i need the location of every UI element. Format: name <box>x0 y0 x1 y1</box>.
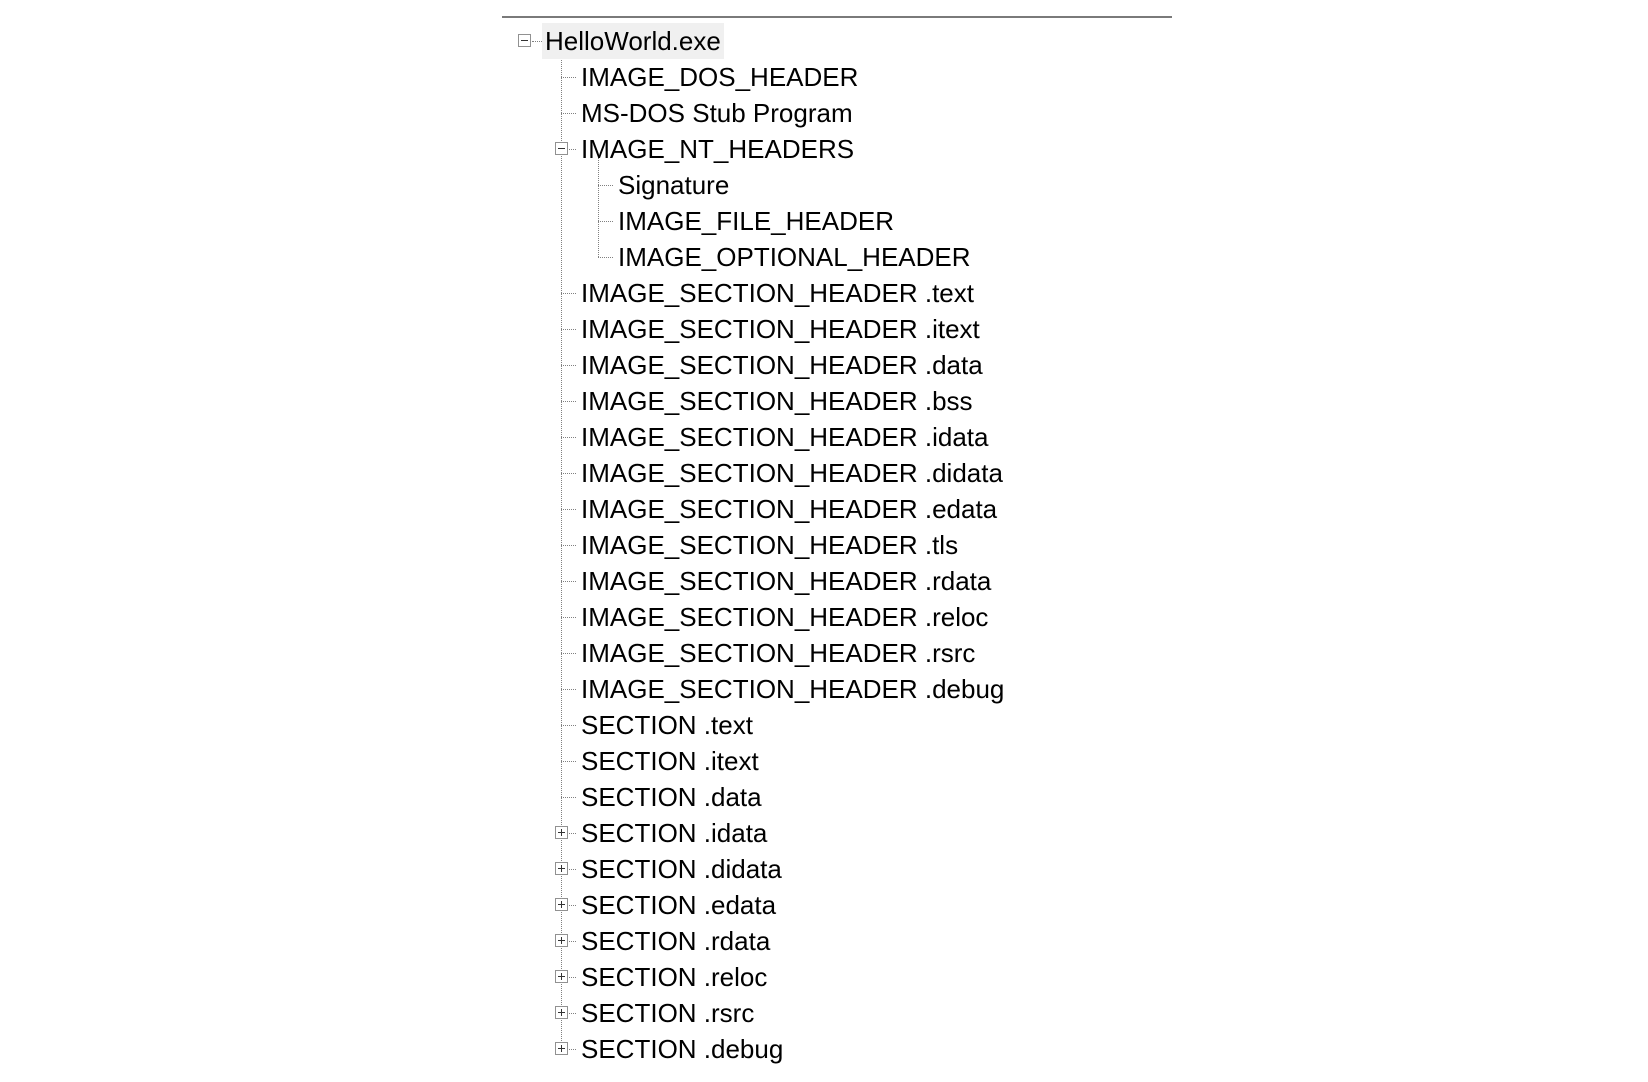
tree-node-label: IMAGE_SECTION_HEADER .text <box>581 278 974 308</box>
tree-node-image-dos-header[interactable] <box>502 59 1162 95</box>
tree-node-label: IMAGE_SECTION_HEADER .debug <box>581 674 1005 704</box>
collapse-minus-icon[interactable] <box>518 34 531 47</box>
tree-node-label: IMAGE_SECTION_HEADER .edata <box>581 494 998 524</box>
tree-node-label: IMAGE_SECTION_HEADER .rdata <box>581 566 992 596</box>
tree-node-section-edata[interactable] <box>502 887 1162 923</box>
collapse-minus-icon[interactable] <box>555 142 568 155</box>
tree-node-label: SECTION .rdata <box>581 926 771 956</box>
tree-node-label: IMAGE_SECTION_HEADER .itext <box>581 314 980 344</box>
tree-node-image-section-header-debug[interactable] <box>502 671 1162 707</box>
tree-node-label: SECTION .rsrc <box>581 998 755 1028</box>
tree-node-label: SECTION .reloc <box>581 962 768 992</box>
expand-plus-icon[interactable] <box>555 934 568 947</box>
tree-node-label: IMAGE_SECTION_HEADER .reloc <box>581 602 989 632</box>
tree-node-label: SECTION .data <box>581 782 762 812</box>
tree-node-section-data[interactable] <box>502 779 1162 815</box>
expand-plus-icon[interactable] <box>555 1042 568 1055</box>
tree-node-label: IMAGE_SECTION_HEADER .idata <box>581 422 989 452</box>
tree-node-image-optional-header[interactable] <box>502 239 1162 275</box>
tree-node-image-section-header-tls[interactable] <box>502 527 1162 563</box>
tree-node-label: MS-DOS Stub Program <box>581 98 853 128</box>
tree-node-image-section-header-data[interactable] <box>502 347 1162 383</box>
tree-node-label: SECTION .didata <box>581 854 782 884</box>
tree-node-image-section-header-bss[interactable] <box>502 383 1162 419</box>
expand-plus-icon[interactable] <box>555 826 568 839</box>
tree-node-label: IMAGE_NT_HEADERS <box>581 134 855 164</box>
expand-plus-icon[interactable] <box>555 1006 568 1019</box>
tree-node-label: IMAGE_FILE_HEADER <box>618 206 894 236</box>
tree-node-section-rdata[interactable] <box>502 923 1162 959</box>
tree-node-label: IMAGE_SECTION_HEADER .didata <box>581 458 1003 488</box>
tree-node-root[interactable] <box>502 23 1162 59</box>
tree-node-signature[interactable] <box>502 167 1162 203</box>
tree-node-image-section-header-didata[interactable] <box>502 455 1162 491</box>
tree-node-image-section-header-edata[interactable] <box>502 491 1162 527</box>
tree-node-label: IMAGE_SECTION_HEADER .tls <box>581 530 959 560</box>
tree-node-section-rsrc[interactable] <box>502 995 1162 1031</box>
tree-node-image-section-header-rsrc[interactable] <box>502 635 1162 671</box>
tree-node-ms-dos-stub-program[interactable] <box>502 95 1162 131</box>
tree-node-section-text[interactable] <box>502 707 1162 743</box>
tree-node-image-section-header-reloc[interactable] <box>502 599 1162 635</box>
tree-node-section-debug[interactable] <box>502 1031 1162 1067</box>
tree-node-label: IMAGE_SECTION_HEADER .rsrc <box>581 638 976 668</box>
tree-node-section-didata[interactable] <box>502 851 1162 887</box>
tree-node-root-label: HelloWorld.exe <box>542 23 724 59</box>
tree-node-label: IMAGE_OPTIONAL_HEADER <box>618 242 971 272</box>
tree-node-label: SECTION .text <box>581 710 753 740</box>
tree-node-image-nt-headers[interactable] <box>502 131 1162 167</box>
tree-node-image-section-header-rdata[interactable] <box>502 563 1162 599</box>
tree-node-label: Signature <box>618 170 730 200</box>
tree-node-label: SECTION .debug <box>581 1034 784 1064</box>
tree-node-label: IMAGE_SECTION_HEADER .data <box>581 350 983 380</box>
tree-node-label: SECTION .edata <box>581 890 777 920</box>
tree-view[interactable] <box>502 16 1172 1082</box>
tree-node-section-itext[interactable] <box>502 743 1162 779</box>
tree-node-image-section-header-itext[interactable] <box>502 311 1162 347</box>
expand-plus-icon[interactable] <box>555 898 568 911</box>
tree-node-image-file-header[interactable] <box>502 203 1162 239</box>
tree-node-section-reloc[interactable] <box>502 959 1162 995</box>
expand-plus-icon[interactable] <box>555 970 568 983</box>
tree-node-section-idata[interactable] <box>502 815 1162 851</box>
tree-node-label: SECTION .itext <box>581 746 759 776</box>
tree-node-label: IMAGE_SECTION_HEADER .bss <box>581 386 973 416</box>
expand-plus-icon[interactable] <box>555 862 568 875</box>
tree-node-image-section-header-idata[interactable] <box>502 419 1162 455</box>
tree-node-label: SECTION .idata <box>581 818 768 848</box>
tree-node-label: IMAGE_DOS_HEADER <box>581 62 859 92</box>
tree-node-image-section-header-text[interactable] <box>502 275 1162 311</box>
